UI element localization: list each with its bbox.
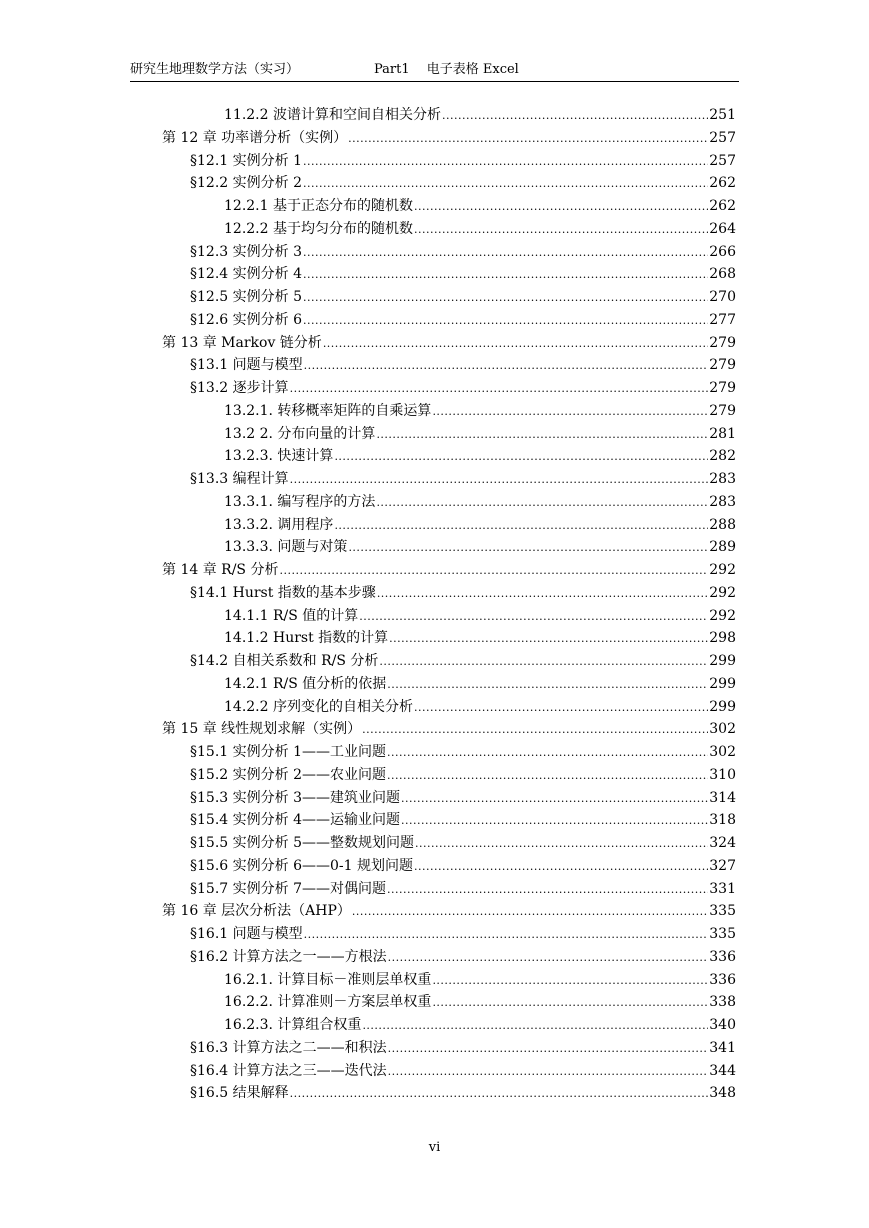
toc-entry-page: 302 <box>709 721 736 737</box>
toc-dot-leader <box>388 948 709 966</box>
toc-entry[interactable] <box>190 582 736 604</box>
toc-entry-title: §12.6 实例分析 6 <box>190 312 302 328</box>
toc-entry-title: §15.3 实例分析 3——建筑业问题 <box>190 790 400 806</box>
toc-entry-page: 348 <box>709 1085 736 1101</box>
toc-entry[interactable] <box>224 991 736 1013</box>
toc-entry-page: 340 <box>709 1017 736 1033</box>
toc-entry-page: 310 <box>709 767 736 783</box>
toc-entry-page: 277 <box>709 312 736 328</box>
toc-entry[interactable] <box>190 263 736 285</box>
toc-dot-leader <box>389 629 708 647</box>
toc-entry-page: 331 <box>709 881 736 897</box>
toc-entry-page: 336 <box>709 949 736 965</box>
toc-entry-page: 282 <box>709 448 736 464</box>
toc-dot-leader <box>334 516 708 534</box>
toc-dot-leader <box>387 880 708 898</box>
toc-entry[interactable] <box>190 1082 736 1104</box>
toc-dot-leader <box>334 447 708 465</box>
toc-dot-leader <box>304 356 709 374</box>
toc-entry-page: 314 <box>709 790 736 806</box>
toc-entry-page: 283 <box>709 471 736 487</box>
toc-entry-page: 341 <box>709 1040 736 1056</box>
toc-entry-title: §12.1 实例分析 1 <box>190 153 302 169</box>
toc-entry[interactable] <box>190 923 736 945</box>
toc-entry-title: 14.1.2 Hurst 指数的计算 <box>224 630 389 646</box>
toc-entry-page: 299 <box>709 699 736 715</box>
toc-entry[interactable] <box>224 218 736 240</box>
toc-entry-title: 16.2.1. 计算目标－准则层单权重 <box>224 972 432 988</box>
toc-entry-title: 13.2.3. 快速计算 <box>224 448 334 464</box>
toc-entry[interactable] <box>224 1014 736 1036</box>
toc-dot-leader <box>388 1039 709 1057</box>
toc-entry-page: 288 <box>709 517 736 533</box>
toc-dot-leader <box>290 470 709 488</box>
toc-dot-leader <box>362 1016 708 1034</box>
toc-entry[interactable] <box>224 969 736 991</box>
toc-entry-title: §13.3 编程计算 <box>190 471 289 487</box>
toc-entry[interactable] <box>224 491 736 513</box>
toc-dot-leader <box>377 584 708 602</box>
toc-entry-page: 335 <box>709 926 736 942</box>
toc-entry[interactable] <box>162 127 736 149</box>
toc-entry-title: §16.2 计算方法之一——方根法 <box>190 949 387 965</box>
toc-dot-leader <box>303 288 708 306</box>
toc-entry[interactable] <box>224 627 736 649</box>
toc-dot-leader <box>376 425 708 443</box>
toc-entry[interactable] <box>162 900 736 922</box>
toc-entry-page: 327 <box>709 858 736 874</box>
toc-entry-title: 第 15 章 线性规划求解（实例） <box>162 721 362 737</box>
toc-entry[interactable] <box>190 1060 736 1082</box>
toc-entry-page: 324 <box>709 835 736 851</box>
toc-entry-title: §16.4 计算方法之三——迭代法 <box>190 1063 387 1079</box>
toc-dot-leader <box>352 902 708 920</box>
toc-entry[interactable] <box>190 241 736 263</box>
toc-entry-title: 12.2.1 基于正态分布的随机数 <box>224 198 413 214</box>
toc-entry-page: 257 <box>709 130 736 146</box>
toc-dot-leader <box>376 493 708 511</box>
toc-dot-leader <box>348 129 708 147</box>
toc-entry-title: 14.2.2 序列变化的自相关分析 <box>224 699 413 715</box>
toc-dot-leader <box>323 334 708 352</box>
toc-entry-page: 335 <box>709 903 736 919</box>
toc-entry-page: 336 <box>709 972 736 988</box>
toc-entry-title: §15.6 实例分析 6——0-1 规划问题 <box>190 858 413 874</box>
toc-entry-title: §13.1 问题与模型 <box>190 357 303 373</box>
toc-dot-leader <box>415 834 708 852</box>
toc-entry-title: §12.3 实例分析 3 <box>190 244 302 260</box>
toc-dot-leader <box>359 607 708 625</box>
toc-entry[interactable] <box>190 1037 736 1059</box>
toc-dot-leader <box>304 925 709 943</box>
toc-entry[interactable] <box>224 423 736 445</box>
toc-dot-leader <box>414 857 708 875</box>
toc-entry-title: §15.1 实例分析 1——工业问题 <box>190 744 386 760</box>
toc-entry[interactable] <box>190 809 736 831</box>
toc-entry-title: §15.2 实例分析 2——农业问题 <box>190 767 386 783</box>
toc-entry-title: §15.4 实例分析 4——运输业问题 <box>190 812 400 828</box>
toc-entry-title: §12.4 实例分析 4 <box>190 266 302 282</box>
toc-entry-page: 299 <box>709 653 736 669</box>
toc-entry-title: 13.2 2. 分布向量的计算 <box>224 426 376 442</box>
toc-entry-page: 257 <box>709 153 736 169</box>
header-part-title: Part1 电子表格 Excel <box>374 62 519 77</box>
toc-entry-title: 13.2.1. 转移概率矩阵的自乘运算 <box>224 403 432 419</box>
toc-entry-title: §15.7 实例分析 7——对偶问题 <box>190 881 386 897</box>
toc-dot-leader <box>432 993 708 1011</box>
toc-entry-title: §16.5 结果解释 <box>190 1085 289 1101</box>
toc-entry-page: 298 <box>709 630 736 646</box>
toc-entry-page: 266 <box>709 244 736 260</box>
toc-entry[interactable] <box>224 536 736 558</box>
toc-entry[interactable] <box>224 673 736 695</box>
toc-dot-leader <box>414 220 708 238</box>
toc-entry-page: 279 <box>709 403 736 419</box>
toc-entry-title: §15.5 实例分析 5——整数规划问题 <box>190 835 414 851</box>
toc-entry[interactable] <box>190 878 736 900</box>
toc-entry[interactable] <box>190 377 736 399</box>
toc-entry-title: 14.1.1 R/S 值的计算 <box>224 608 359 624</box>
toc-entry[interactable] <box>190 468 736 490</box>
toc-entry-title: §16.1 问题与模型 <box>190 926 303 942</box>
toc-dot-leader <box>303 265 708 283</box>
toc-entry-page: 270 <box>709 289 736 305</box>
toc-entry-page: 262 <box>709 175 736 191</box>
toc-entry[interactable] <box>190 787 736 809</box>
toc-entry-title: 13.3.1. 编写程序的方法 <box>224 494 376 510</box>
toc-entry-page: 299 <box>709 676 736 692</box>
toc-entry-title: 第 16 章 层次分析法（AHP） <box>162 903 351 919</box>
toc-dot-leader <box>387 766 708 784</box>
header-rule <box>130 81 739 82</box>
toc-entry-title: 13.3.3. 问题与对策 <box>224 539 348 555</box>
toc-entry[interactable] <box>224 195 736 217</box>
toc-entry[interactable] <box>224 104 736 126</box>
toc-dot-leader <box>387 675 708 693</box>
toc-entry[interactable] <box>224 445 736 467</box>
toc-entry-title: §14.2 自相关系数和 R/S 分析 <box>190 653 379 669</box>
toc-dot-leader <box>388 1062 709 1080</box>
toc-entry[interactable] <box>162 718 736 740</box>
toc-entry[interactable] <box>224 514 736 536</box>
toc-entry-page: 318 <box>709 812 736 828</box>
toc-entry-page: 279 <box>709 380 736 396</box>
toc-dot-leader <box>290 1084 709 1102</box>
toc-entry[interactable] <box>224 696 736 718</box>
toc-entry-title: §12.2 实例分析 2 <box>190 175 302 191</box>
toc-dot-leader <box>348 538 708 556</box>
toc-entry-title: §12.5 实例分析 5 <box>190 289 302 305</box>
toc-entry-page: 262 <box>709 198 736 214</box>
toc-dot-leader <box>379 652 708 670</box>
toc-entry[interactable] <box>190 150 736 172</box>
toc-entry-page: 268 <box>709 266 736 282</box>
toc-entry-page: 251 <box>709 107 736 123</box>
toc-entry[interactable] <box>190 764 736 786</box>
toc-dot-leader <box>414 698 708 716</box>
toc-entry[interactable] <box>224 605 736 627</box>
toc-entry-page: 279 <box>709 357 736 373</box>
toc-dot-leader <box>303 174 708 192</box>
toc-entry-title: 12.2.2 基于均匀分布的随机数 <box>224 221 413 237</box>
toc-entry-title: §13.2 逐步计算 <box>190 380 289 396</box>
toc-entry-page: 302 <box>709 744 736 760</box>
toc-entry-page: 338 <box>709 994 736 1010</box>
toc-dot-leader <box>303 311 708 329</box>
toc-dot-leader <box>362 720 708 738</box>
toc-entry[interactable] <box>162 332 736 354</box>
toc-entry[interactable] <box>162 559 736 581</box>
toc-dot-leader <box>387 743 708 761</box>
toc-entry-title: 13.3.2. 调用程序 <box>224 517 334 533</box>
toc-entry[interactable] <box>190 172 736 194</box>
toc-dot-leader <box>401 789 708 807</box>
toc-dot-leader <box>303 152 708 170</box>
toc-entry-page: 292 <box>709 585 736 601</box>
toc-entry-title: 第 14 章 R/S 分析 <box>162 562 279 578</box>
toc-dot-leader <box>279 561 708 579</box>
toc-entry[interactable] <box>190 855 736 877</box>
toc-dot-leader <box>414 197 708 215</box>
toc-entry-page: 292 <box>709 608 736 624</box>
toc-entry-title: 14.2.1 R/S 值分析的依据 <box>224 676 387 692</box>
toc-entry[interactable] <box>190 946 736 968</box>
toc-entry-title: §16.3 计算方法之二——和积法 <box>190 1040 387 1056</box>
toc-entry-title: 第 13 章 Markov 链分析 <box>162 335 322 351</box>
toc-dot-leader <box>442 106 708 124</box>
toc-entry-page: 264 <box>709 221 736 237</box>
toc-entry-page: 344 <box>709 1063 736 1079</box>
toc-entry[interactable] <box>190 354 736 376</box>
toc-entry[interactable] <box>190 650 736 672</box>
toc-dot-leader <box>432 402 708 420</box>
toc-entry-page: 281 <box>709 426 736 442</box>
toc-dot-leader <box>432 971 708 989</box>
toc-entry-page: 283 <box>709 494 736 510</box>
toc-entry[interactable] <box>190 286 736 308</box>
toc-dot-leader <box>290 379 709 397</box>
page-header <box>130 62 739 82</box>
toc-entry-title: §14.1 Hurst 指数的基本步骤 <box>190 585 376 601</box>
toc-entry-title: 16.2.2. 计算准则－方案层单权重 <box>224 994 432 1010</box>
toc-entry[interactable] <box>190 309 736 331</box>
page-number: vi <box>428 1140 441 1155</box>
toc-entry-page: 292 <box>709 562 736 578</box>
toc-dot-leader <box>401 811 708 829</box>
toc-entry-title: 16.2.3. 计算组合权重 <box>224 1017 362 1033</box>
toc-entry[interactable] <box>190 832 736 854</box>
header-book-title: 研究生地理数学方法（实习） <box>130 62 300 77</box>
toc-entry-title: 11.2.2 波谱计算和空间自相关分析 <box>224 107 441 123</box>
toc-entry-page: 279 <box>709 335 736 351</box>
toc-dot-leader <box>303 243 708 261</box>
toc-entry[interactable] <box>224 400 736 422</box>
toc-entry-title: 第 12 章 功率谱分析（实例） <box>162 130 348 146</box>
toc-entry-page: 289 <box>709 539 736 555</box>
toc-entry[interactable] <box>190 741 736 763</box>
